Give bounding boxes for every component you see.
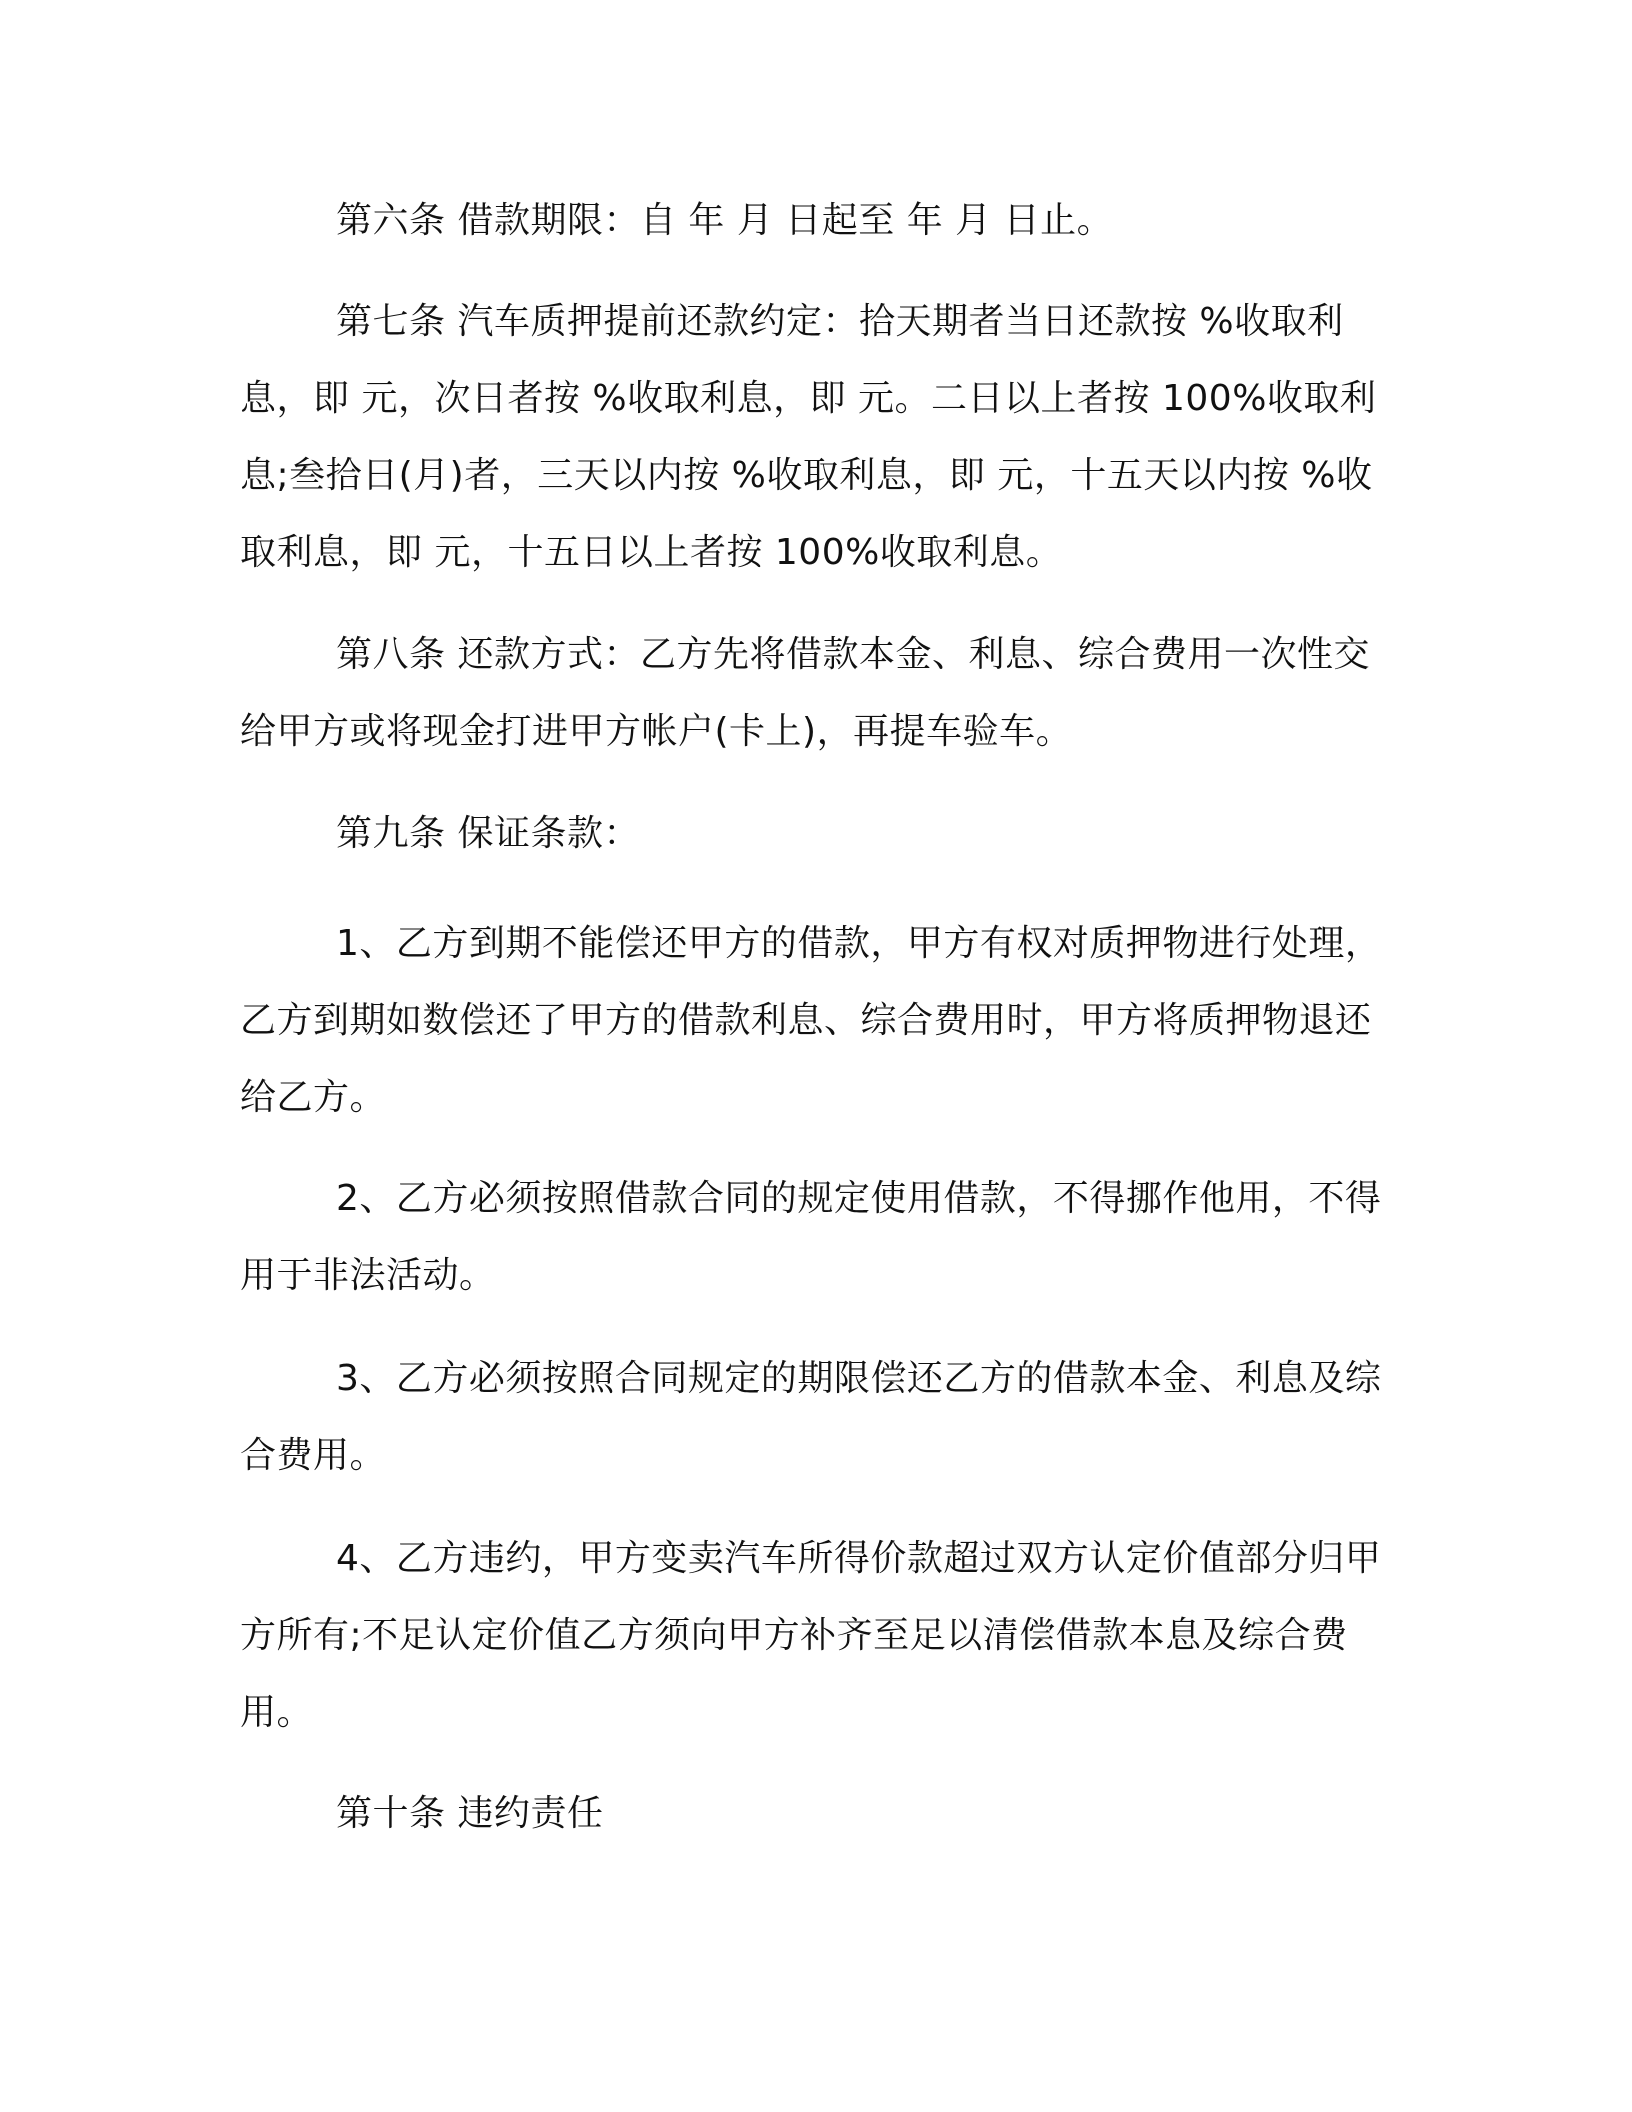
guarantee-clause-2: 2、乙方必须按照借款合同的规定使用借款，不得挪作他用，不得用于非法活动。 [240, 1178, 1382, 1296]
guarantee-clause-3: 3、乙方必须按照合同规定的期限偿还乙方的借款本金、利息及综合费用。 [240, 1358, 1382, 1476]
guarantee-clause-1: 1、乙方到期不能偿还甲方的借款，甲方有权对质押物进行处理，乙方到期如数偿还了甲方的借款利息、综合费用时，甲方将质押物退还给乙方。 [240, 923, 1382, 1118]
article-7-paragraph: 第七条 汽车质押提前还款约定：拾天期者当日还款按 %收取利息，即 元，次日者按 %收取利息，即 元。二日以上者按 100%收取利息;叁拾日(月)者，三天以内按 %收取利息，即 元，十五天以内按 %收取利息，即 元，十五日以上者按 100%收取利息。 [240, 301, 1377, 573]
article-8-paragraph: 第八条 还款方式：乙方先将借款本金、利息、综合费用一次性交给甲方或将现金打进甲方帐户(卡上)，再提车验车。 [240, 634, 1370, 752]
guarantee-clause-4: 4、乙方违约，甲方变卖汽车所得价款超过双方认定价值部分归甲方所有;不足认定价值乙方须向甲方补齐至足以清偿借款本息及综合费用。 [240, 1538, 1382, 1733]
article-6-paragraph: 第六条 借款期限：自 年 月 日起至 年 月 日止。 [336, 200, 1114, 241]
article-10-heading: 第十条 违约责任 [336, 1793, 604, 1834]
article-9-heading: 第九条 保证条款： [336, 813, 640, 854]
